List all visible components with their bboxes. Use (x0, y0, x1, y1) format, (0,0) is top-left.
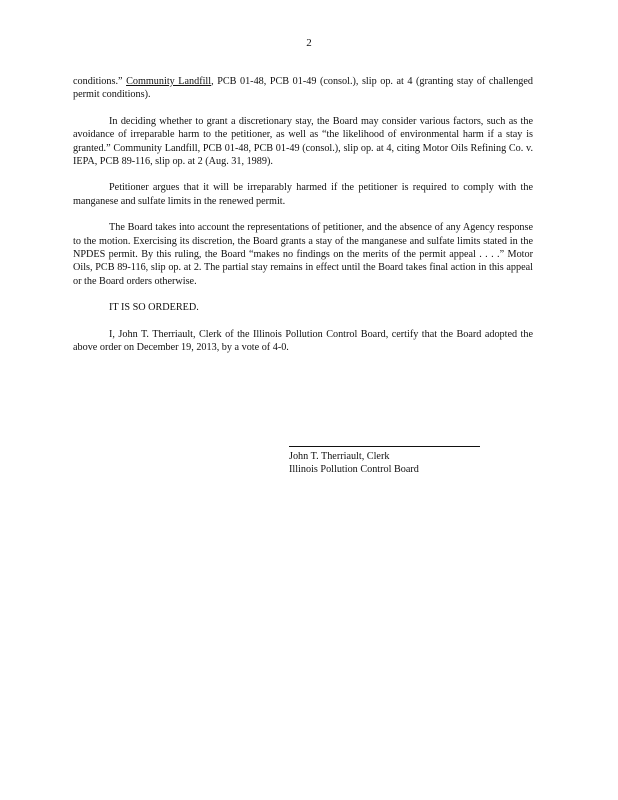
paragraph-stay-factors (73, 115, 533, 169)
clerk-certification: I, John T. Therriault, Clerk of the Illinois Pollution Control Board, certify that the Board adopted the above order on December 19, 2013, by a vote of 4-0. (73, 328, 533, 354)
case-citation: Community Landfill (126, 76, 212, 87)
text: , PCB 01-48, PCB 01-49 (consol.), slip op. at 4 (granting stay of challenged permit conditions). (73, 76, 534, 101)
document-body (73, 75, 533, 355)
case-citation: Motor Oils Refining Co. v. IEPA (73, 142, 534, 168)
paragraph-petitioner-argument: Petitioner argues that it will be irreparably harmed if the petitioner is required to comply with the manganese and sulfate limits in the renewed permit. (73, 182, 533, 207)
case-citation: Community Landfill (113, 142, 198, 154)
case-citation: Motor Oils (73, 249, 533, 274)
paragraph-continuation (73, 75, 533, 102)
text: The Board takes into account the representations of petitioner, and the absence of any Agency response to the motion. Exercising its discretion, the Board grants a stay of the manganese and sulfate limits stated in the NPDES permit. By this ruling, the Board “makes no findings on the merits of the permit appeal . . . .” (73, 222, 533, 261)
paragraph-ruling (73, 221, 533, 288)
signature-line (289, 446, 480, 447)
text: , PCB 89-116, slip op. at 2. The partial stay remains in effect until the Board takes final action in this appeal or the Board orders otherwise. (73, 262, 533, 287)
order-statement: IT IS SO ORDERED. (109, 302, 199, 314)
text: In deciding whether to grant a discretionary stay, the Board may consider various factors, such as the avoidance of irreparable harm to the petitioner, as well as “the likelihood of environmental harm if a stay is granted.” (73, 115, 533, 154)
signer-organization: Illinois Pollution Control Board (289, 464, 419, 476)
text: conditions.” (73, 76, 123, 87)
signature-block (289, 446, 489, 477)
text: , PCB 01-48, PCB 01-49 (consol.), slip op. at 4, citing (197, 142, 420, 154)
text: , PCB 89-116, slip op. at 2 (Aug. 31, 1989). (94, 156, 273, 168)
signer-name-title: John T. Therriault, Clerk (289, 451, 390, 462)
page-number: 2 (306, 37, 312, 49)
